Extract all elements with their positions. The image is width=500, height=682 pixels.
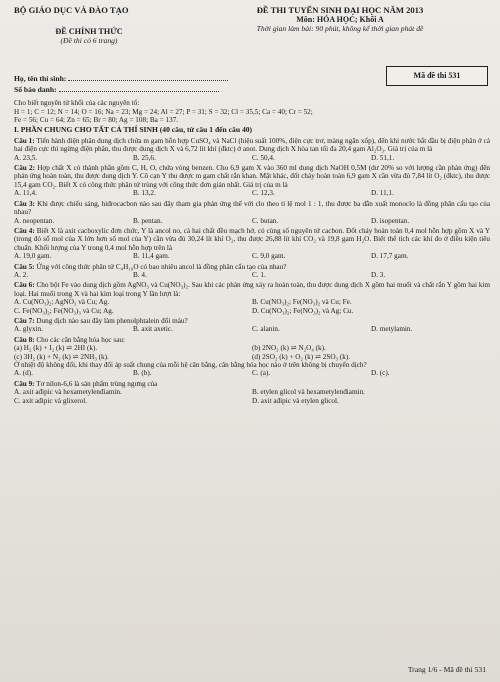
option-b: B. 25,6. bbox=[133, 153, 156, 162]
question-number: Câu 7: bbox=[14, 316, 35, 325]
question-text: Cho bột Fe vào dung dịch gồm AgNO₃ và Cu(NO₃)₂. Sau khi các phản ứng xảy ra hoàn toàn, thu được dung dịch X gồm hai muối và chất rắn Y gồm hai kim loại. Hai muối trong X và hai kim loại trong Y lần lượt là: bbox=[14, 281, 491, 298]
question-9 bbox=[14, 380, 490, 405]
option-b: B. Cu(NO₃)₂; Fe(NO₃)₂ và Cu; Fe. bbox=[252, 298, 352, 307]
options bbox=[14, 388, 490, 405]
question-4 bbox=[14, 227, 490, 261]
question-5 bbox=[14, 263, 490, 280]
atomic-masses-line2: Fe = 56; Cu = 64; Zn = 65; Br = 80; Ag = 108; Ba = 137. bbox=[14, 116, 179, 125]
option-b: B. pentan. bbox=[133, 216, 163, 225]
candidate-id-line bbox=[59, 84, 219, 92]
option-d: D. 3. bbox=[371, 270, 386, 279]
question-8 bbox=[14, 336, 490, 378]
option-a: A. 19,0 gam. bbox=[14, 252, 52, 261]
option-c: C. 1. bbox=[252, 270, 266, 279]
options bbox=[14, 271, 490, 279]
options bbox=[14, 189, 490, 197]
equilibrium-a: (a) H₂ (k) + I₂ (k) ⇌ 2HI (k). bbox=[14, 344, 98, 353]
option-d: D. metylamin. bbox=[371, 325, 413, 334]
official-label: ĐỀ CHÍNH THỨC bbox=[55, 27, 123, 37]
question-number: Câu 1: bbox=[14, 136, 35, 145]
question-7 bbox=[14, 317, 490, 334]
option-b: B. etylen glicol và hexametylenđiamin. bbox=[252, 388, 365, 397]
option-b: B. axit axetic. bbox=[133, 325, 173, 334]
question-text: Cho các cân bằng hóa học sau: bbox=[36, 335, 125, 344]
question-number: Câu 2: bbox=[14, 164, 35, 173]
equilibrium-d: (d) 2SO₂ (k) + O₂ (k) ⇌ 2SO₃ (k). bbox=[252, 352, 351, 361]
options bbox=[14, 369, 490, 377]
option-a: A. (d). bbox=[14, 369, 33, 378]
equilibria bbox=[14, 344, 490, 361]
question-text: Biết X là axit cacboxylic đơn chức, Y là ancol no, cả hai chất đều mạch hở, có cùng số nguyên tử cacbon. Đốt cháy hoàn toàn 0,4 mol hỗn hợp gồm X và Y (trong đó số mol của X lớn hơn số mol của Y) cần vừa đủ 30,24 lít khí O₂, thu được 26,88 lít khí CO₂ và 19,8 gam H₂O. Biết thể tích các khí đo ở điều kiện tiêu chuẩn. Khối lượng của Y trong 0,4 mol hỗn hợp trên là bbox=[14, 226, 491, 252]
question-number: Câu 4: bbox=[14, 226, 35, 235]
option-a: A. axit ađipic và hexametylenđiamin. bbox=[14, 388, 122, 397]
question-text: Khi được chiếu sáng, hiđrocacbon nào sau đây tham gia phản ứng thế với clo theo tỉ lệ mol 1 : 1, thu được ba dẫn xuất monoclo là đồng phân cấu tạo của nhau? bbox=[14, 199, 491, 217]
option-d: D. Cu(NO₃)₂; Fe(NO₃)₂ và Ag; Cu. bbox=[252, 306, 354, 315]
question-text: Dung dịch nào sau đây làm phenolphtalein đổi màu? bbox=[36, 316, 188, 325]
option-d: D. 11,1. bbox=[371, 189, 394, 198]
candidate-name-label: Họ, tên thí sinh: bbox=[14, 74, 67, 84]
option-c: C. (a). bbox=[252, 369, 271, 378]
option-c: C. 12,3. bbox=[252, 189, 275, 198]
atomic-masses-intro: Cho biết nguyên tử khối của các nguyên tố: bbox=[14, 99, 140, 108]
question-text: Tơ nilon-6,6 là sản phẩm trùng ngưng của bbox=[36, 379, 158, 388]
page-footer: Trang 1/6 - Mã đề thi 531 bbox=[407, 664, 486, 674]
option-b: B. (b). bbox=[133, 369, 152, 378]
options bbox=[14, 154, 490, 162]
atomic-masses-line1: H = 1; C = 12; N = 14; O = 16; Na = 23; Mg = 24; Al = 27; P = 31; S = 32; Cl = 35,5; Ca = 40; Cr = 52; bbox=[14, 107, 313, 116]
option-d: D. (c). bbox=[371, 369, 390, 378]
option-c: C. 9,0 gam. bbox=[252, 252, 286, 261]
option-d: D. 17,7 gam. bbox=[371, 252, 409, 261]
options bbox=[14, 217, 490, 225]
options bbox=[14, 325, 490, 333]
option-a: A. 11,4. bbox=[14, 189, 37, 198]
question-number: Câu 6: bbox=[14, 281, 35, 290]
option-b: B. 4. bbox=[133, 270, 147, 279]
option-d: D. 51,1. bbox=[371, 153, 395, 162]
question-2 bbox=[14, 164, 490, 198]
option-d: D. isopentan. bbox=[371, 216, 410, 225]
question-text-2: Ở nhiệt độ không đổi, khi thay đổi áp suất chung của mỗi hệ cân bằng, cân bằng hóa học nào ở trên không bị chuyển dịch? bbox=[14, 361, 367, 369]
question-number: Câu 5: bbox=[14, 262, 35, 271]
options bbox=[14, 298, 490, 315]
option-b: B. 13,2. bbox=[133, 189, 156, 198]
question-text: Tiến hành điện phân dung dịch chứa m gam hỗn hợp CuSO₄ và NaCl (hiệu suất 100%, điện cực trơ, màng ngăn xốp), đến khi nước bắt đầu bị điện phân ở cả hai điện cực thì ngừng điện phân, thu được dung dịch X và 6,72 lít khí (đktc) ở anot. Dung dịch X hòa tan tối đa 20,4 gam Al₂O₃. Giá trị của m là bbox=[14, 136, 490, 154]
exam-title: ĐỀ THI TUYỂN SINH ĐẠI HỌC NĂM 2013 bbox=[256, 5, 424, 15]
question-text: Hợp chất X có thành phần gồm C, H, O, chứa vòng benzen. Cho 6,9 gam X vào 360 ml dung dịch NaOH 0,5M (dư 20% so với lượng cần phản ứng) đến phản ứng hoàn toàn, thu được dung dịch Y. Cô cạn Y thu được m gam chất rắn khan. Mặt khác, đốt cháy hoàn toàn 6,9 gam X cần vừa đủ 7,84 lít O₂ (đktc), thu được 15,4 gam CO₂. Biết X có công thức phân tử trùng với công thức đơn giản nhất. Giá trị của m là bbox=[14, 164, 490, 189]
header bbox=[14, 6, 490, 45]
option-a: A. 2. bbox=[14, 270, 29, 279]
section-title: I. PHẦN CHUNG CHO TẤT CẢ THÍ SINH (40 câu, từ câu 1 đến câu 40) bbox=[14, 125, 253, 135]
ministry-name: BỘ GIÁO DỤC VÀ ĐÀO TẠO bbox=[14, 5, 129, 15]
subject-line: Môn: HÓA HỌC; Khối A bbox=[296, 15, 384, 25]
candidate-id-label: Số báo danh: bbox=[14, 85, 57, 95]
option-b: B. 11,4 gam. bbox=[133, 252, 170, 261]
candidate-name-line bbox=[68, 73, 228, 81]
option-c: C. axit ađipic và glixerol. bbox=[14, 396, 88, 405]
option-c: C. alanin. bbox=[252, 325, 280, 334]
option-a: A. glyxin. bbox=[14, 325, 43, 334]
pages-note: (Đề thi có 6 trang) bbox=[60, 35, 118, 45]
question-3 bbox=[14, 200, 490, 225]
header-left bbox=[14, 6, 164, 45]
option-a: A. Cu(NO₃)₂; AgNO₃ và Cu; Ag. bbox=[14, 298, 110, 307]
question-number: Câu 3: bbox=[14, 199, 35, 208]
equilibrium-b: (b) 2NO₂ (k) ⇌ N₂O₄ (k). bbox=[252, 344, 326, 353]
atomic-masses bbox=[14, 99, 490, 124]
option-a: A. neopentan. bbox=[14, 216, 55, 225]
option-c: C. Fe(NO₃)₂; Fe(NO₃)₃ và Cu; Ag. bbox=[14, 306, 114, 315]
option-c: C. 50,4. bbox=[252, 153, 275, 162]
option-c: C. butan. bbox=[252, 216, 279, 225]
exam-code-box: Mã đề thi 531 bbox=[386, 66, 488, 86]
question-number: Câu 9: bbox=[14, 379, 35, 388]
question-6 bbox=[14, 281, 490, 315]
question-number: Câu 8: bbox=[14, 335, 35, 344]
options bbox=[14, 252, 490, 260]
header-right bbox=[190, 6, 490, 45]
question-text: Ứng với công thức phân tử C₄H₁₀O có bao nhiêu ancol là đồng phân cấu tạo của nhau? bbox=[36, 262, 287, 271]
option-a: A. 23,5. bbox=[14, 153, 38, 162]
equilibrium-c: (c) 3H₂ (k) + N₂ (k) ⇌ 2NH₃ (k). bbox=[14, 352, 109, 361]
question-1 bbox=[14, 137, 490, 162]
time-note: Thời gian làm bài: 90 phút, không kể thời gian phát đề bbox=[256, 23, 424, 33]
option-d: D. axit ađipic và etylen glicol. bbox=[252, 396, 339, 405]
